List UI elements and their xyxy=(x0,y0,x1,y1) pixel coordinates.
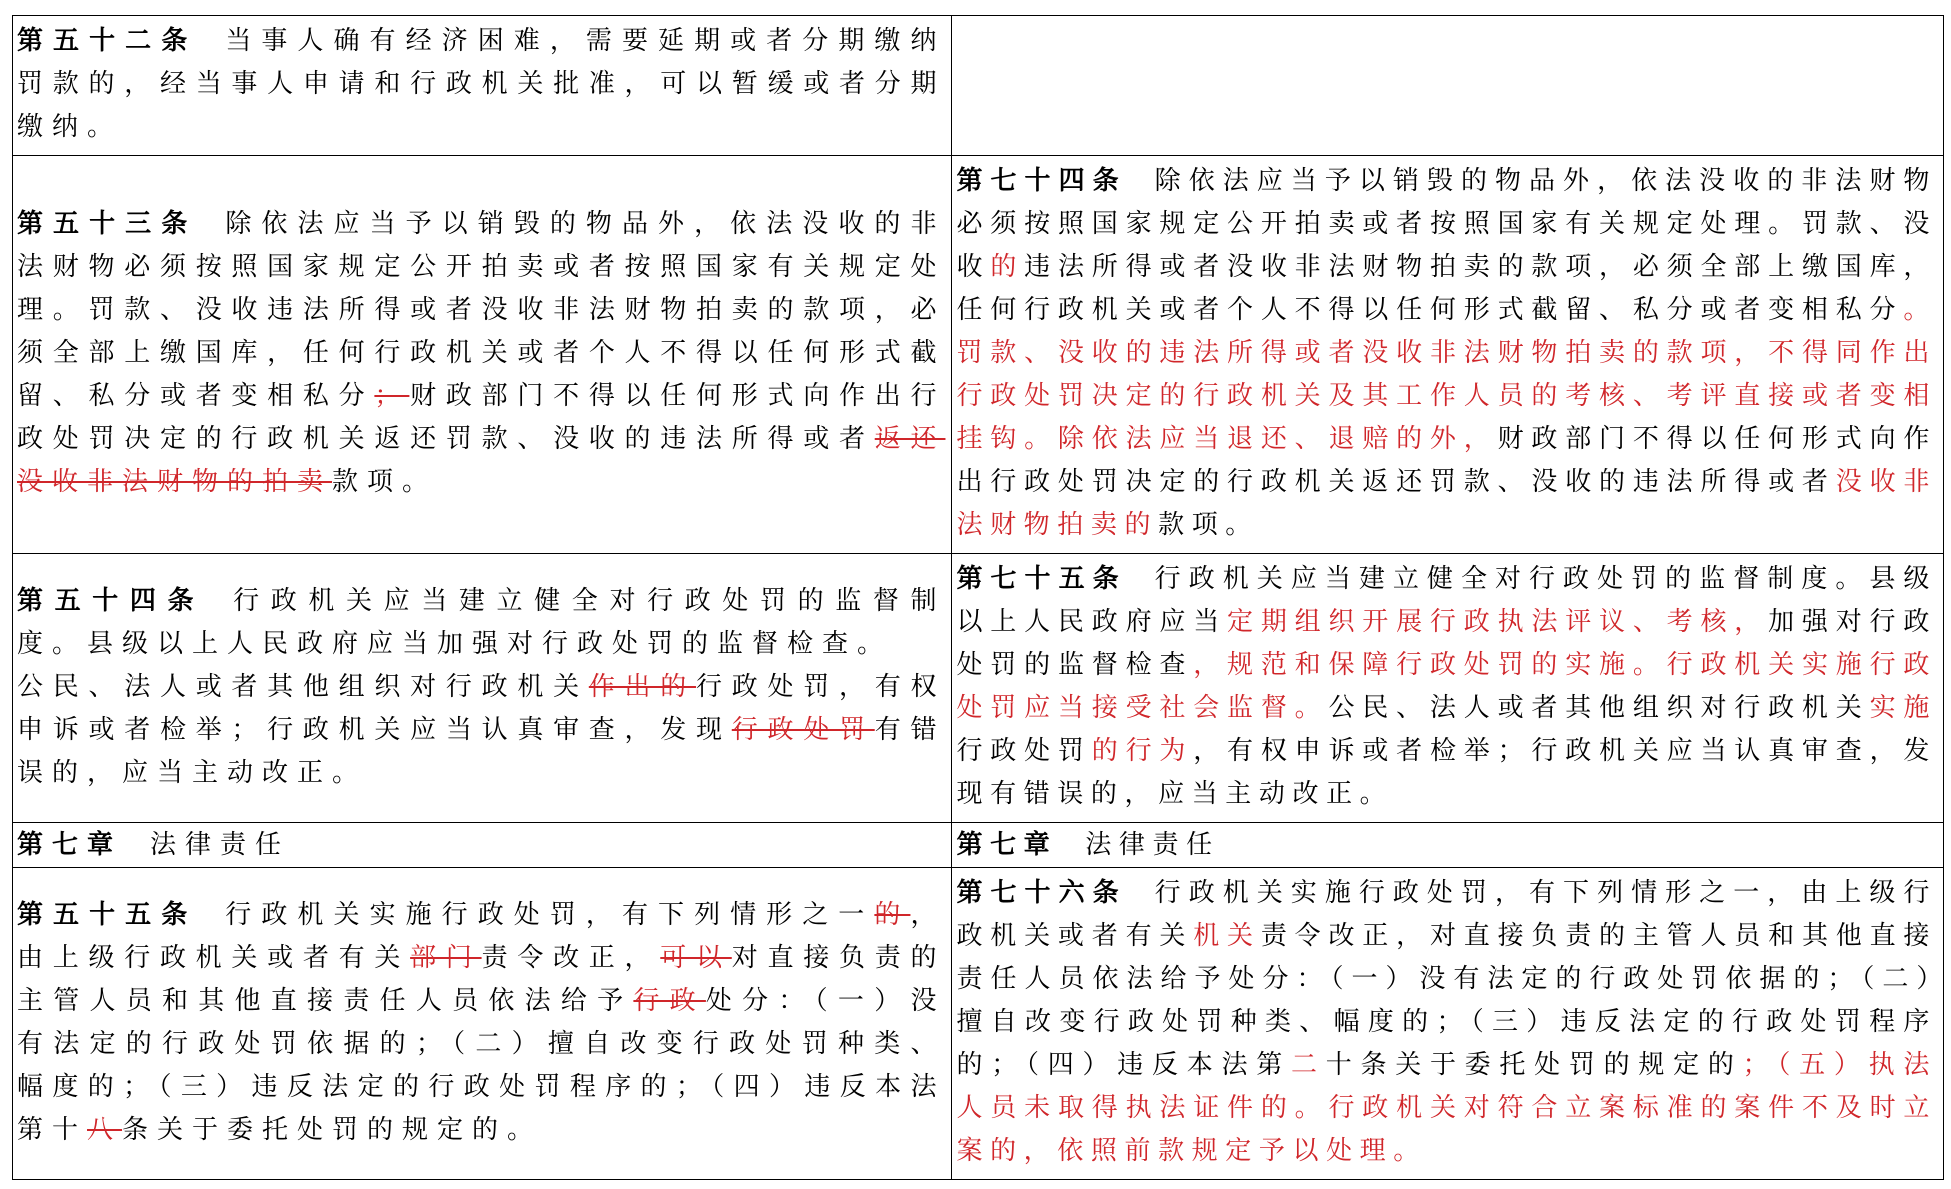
article-number: 第七十五条 xyxy=(956,564,1127,594)
article-text: 责令改正， xyxy=(481,942,661,973)
table-row xyxy=(13,156,1944,554)
old-article-55-cell xyxy=(13,868,952,1180)
article-text: 行政机关应当建立健全对行政处罚的监督制度。县级以上人民政府应当加强对行政处罚的监督检查。 xyxy=(17,585,946,659)
deleted-text: 部门 xyxy=(410,942,482,973)
article-text: 除依法应当予以销毁的物品外，依法没收的非法财物必须按照国家规定公开拍卖或者按照国家有关规定处理。罚款、没收 xyxy=(956,166,1937,282)
chapter-label: 第七章 xyxy=(17,830,123,860)
article-text: 对直接负责的主管人员和其他直接责任人员依法给予 xyxy=(17,942,946,1016)
article-text: 行政机关应当建立健全对行政处罚的监督制度。县级以上人民政府应当 xyxy=(956,564,1937,637)
article-number: 第七十六条 xyxy=(956,878,1127,908)
article-text: 违法所得或者没收非法财物拍卖的款项，必须全部上缴国库，任何行政机关或者个人不得以任何形式截留、私分或者变相私分 xyxy=(956,252,1937,325)
article-number: 第五十三条 xyxy=(17,209,198,239)
paragraph xyxy=(17,666,945,795)
article-text: 十条关于委托处罚的规定的 xyxy=(1325,1050,1743,1080)
deleted-text: 行政 xyxy=(633,985,706,1016)
article-text: ，有权申诉或者检举；行政机关应当认真审查，发现有错误的，应当主动改正。 xyxy=(956,736,1937,809)
new-article-74-cell xyxy=(952,156,1944,554)
article-text: 行政机关实施行政处罚，有下列情形之一，由上级行政机关或者有关 xyxy=(956,878,1937,951)
chapter-label: 第七章 xyxy=(956,830,1058,860)
article-text: 公民、法人或者其他组织对行政机关 xyxy=(17,671,589,702)
inserted-text: 的 xyxy=(990,252,1025,282)
article-text: 当事人确有经济困难，需要延期或者分期缴纳罚款的，经当事人申请和行政机关批准，可以暂缓或者分期缴纳。 xyxy=(17,26,946,142)
inserted-text: 。罚款、没收的违法所得或者没收非法财物拍卖的款项，不得同作出行政处罚决定的行政机关及其工作人员的考核、考评直接或者变相挂钩。除依法应当退还、退赔的外， xyxy=(956,295,1937,454)
article-text: ，由上级行政机关或者有关 xyxy=(17,899,946,973)
comparison-table-wrapper xyxy=(12,15,1944,1180)
inserted-text: 机关 xyxy=(1193,921,1261,951)
table-row xyxy=(13,16,1944,156)
deleted-text: 八 xyxy=(87,1114,123,1145)
old-chapter-heading xyxy=(13,823,952,868)
article-text: 公民、法人或者其他组织对行政机关 xyxy=(1328,693,1870,723)
article-text: 款项。 xyxy=(1158,510,1259,540)
table-row xyxy=(13,554,1944,823)
article-text: 除依法应当予以销毁的物品外，依法没收的非法财物必须按照国家规定公开拍卖或者按照国家有关规定处理。罚款、没收违法所得或者没收非法财物拍卖的款项，必须全部上缴国库，任何行政机关或者个人不得以任何形式截留、私分或者变相私分 xyxy=(17,209,946,411)
article-text: 行政处罚，有权申诉或者检举；行政机关应当认真审查，发现 xyxy=(17,671,946,745)
old-article-53-cell xyxy=(13,156,952,554)
old-article-52-cell xyxy=(13,16,952,156)
article-number: 第五十二条 xyxy=(17,26,198,56)
inserted-text: ；（五）执法人员未取得执法证件的。行政机关对符合立案标准的案件不及时立案的，依照前款规定予以处理。 xyxy=(956,1050,1937,1166)
old-article-54-cell xyxy=(13,554,952,823)
article-number: 第五十四条 xyxy=(17,585,206,616)
deleted-text: 作出的 xyxy=(588,671,697,702)
new-article-75-cell xyxy=(952,554,1944,823)
inserted-text: ，规范和保障行政处罚的实施。行政机关实施行政处罚应当接受社会监督。 xyxy=(956,650,1938,723)
article-text: 加强对行政处罚的监督检查 xyxy=(956,607,1937,680)
inserted-text: 定期组织开展行政执法评议、考核， xyxy=(1227,607,1769,637)
inserted-text: 的行为 xyxy=(1091,736,1194,766)
new-chapter-heading xyxy=(952,823,1944,868)
inserted-text: 二 xyxy=(1290,1050,1326,1080)
article-text: 行政机关实施行政处罚，有下列情形之一 xyxy=(225,899,875,930)
law-comparison-table xyxy=(12,15,1944,1180)
inserted-text: 没收非法财物拍卖的 xyxy=(956,467,1937,540)
empty-new-cell xyxy=(952,16,1944,156)
article-text: 责令改正，对直接负责的主管人员和其他直接责任人员依法给予处分：（一）没有法定的行政处罚依据的；（二）擅自改变行政处罚种类、幅度的；（三）违反法定的行政处罚程序的；（四）违反本法第 xyxy=(956,921,1937,1080)
chapter-title: 法律责任 xyxy=(1085,830,1220,860)
inserted-text: 实施 xyxy=(1869,693,1937,723)
new-article-76-cell xyxy=(952,868,1944,1180)
article-text: 条关于委托处罚的规定的。 xyxy=(122,1114,543,1145)
article-text: 行政处罚 xyxy=(956,736,1092,766)
chapter-title: 法律责任 xyxy=(150,830,291,860)
table-row xyxy=(13,868,1944,1180)
deleted-text: 行政处罚 xyxy=(731,714,875,745)
article-text: 有错误的，应当主动改正。 xyxy=(17,714,946,788)
deleted-text: 可以 xyxy=(660,942,732,973)
article-text: 款项。 xyxy=(332,467,438,497)
article-number: 第五十五条 xyxy=(17,899,198,930)
deleted-text: 返还没收非法财物的拍卖 xyxy=(17,424,946,497)
article-text: 财政部门不得以任何形式向作出行政处罚决定的行政机关返还罚款、没收的违法所得或者 xyxy=(17,381,946,454)
article-text: 处分：（一）没有法定的行政处罚依据的；（二）擅自改变行政处罚种类、幅度的；（三）违反法定的行政处罚程序的；（四）违反本法第十 xyxy=(17,985,946,1145)
deleted-text: ； xyxy=(374,381,410,411)
chapter-row xyxy=(13,823,1944,868)
article-number: 第七十四条 xyxy=(956,166,1127,196)
deleted-text: 的 xyxy=(874,899,911,930)
article-text: 财政部门不得以任何形式向作出行政处罚决定的行政机关返还罚款、没收的违法所得或者 xyxy=(956,424,1937,497)
